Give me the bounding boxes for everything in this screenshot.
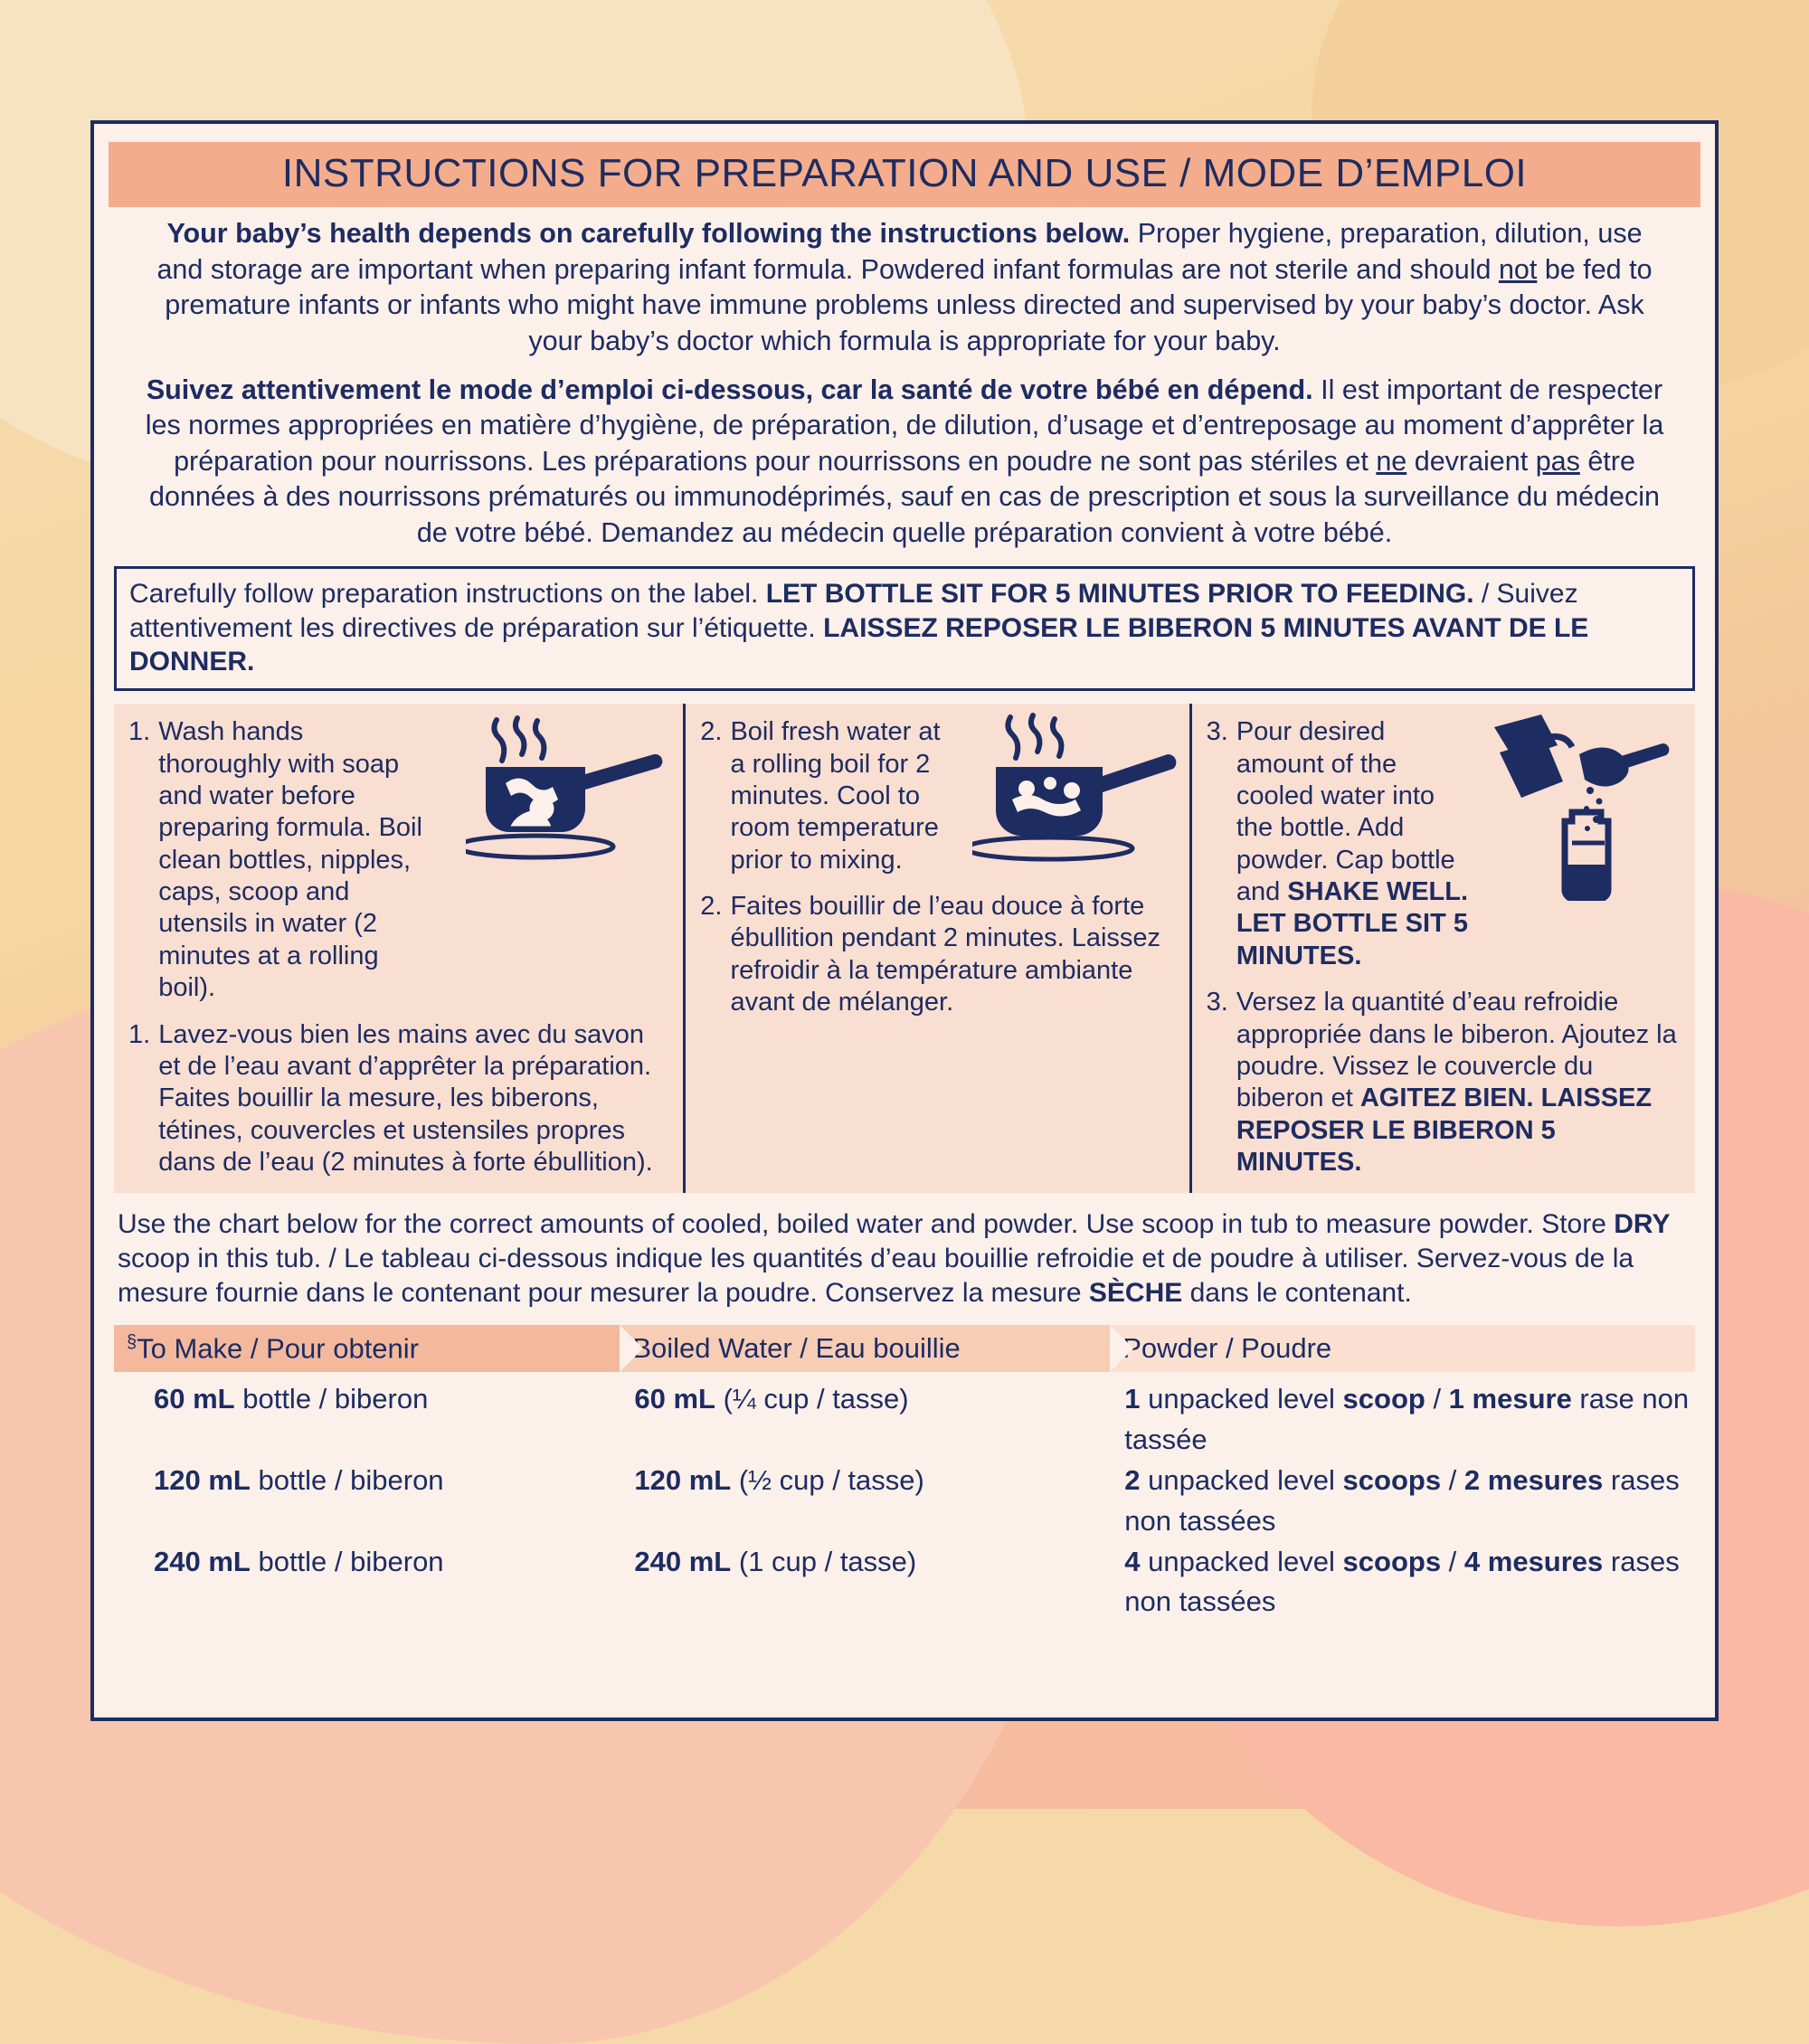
page-title: INSTRUCTIONS FOR PREPARATION AND USE / MODE D’EMPLOI [281,151,1528,195]
step-1-number-fr: 1. [128,1019,151,1049]
header-notch-2-icon [620,1325,643,1372]
cell-to-make-rest: bottle / biberon [250,1463,444,1496]
cell-to-make [114,1379,620,1461]
cell-water-rest: (1 cup / tasse) [731,1545,917,1577]
table-header-powder [1110,1325,1695,1372]
intro-french [141,373,1668,552]
step-2-text-fr: Faites bouillir de l’eau douce à forte ébullition pendant 2 minutes. Laissez refroidir à la température ambiante avant de mélanger. [730,892,1161,1017]
step-3-number-en: 3. [1206,717,1228,747]
cell-powder-scoop-fr: 1 mesure [1448,1382,1572,1415]
cell-powder-count: 1 [1124,1382,1141,1415]
boiling-pot-icon [972,711,1180,878]
cell-powder-separator: / [1441,1463,1464,1496]
chart-intro-fr-bold: SÈCHE [1088,1278,1183,1308]
cell-to-make [114,1542,620,1623]
cell-water-rest: (½ cup / tasse) [731,1463,924,1496]
intro-french-rest-2: devraient [1406,445,1536,477]
cell-water-amount: 60 mL [634,1382,715,1415]
step-3-french [1207,987,1682,1178]
table-header-boiled-water-text: Boiled Water / Eau bouillie [632,1331,961,1364]
step-3-text-en-part1: Pour desired amount of the cooled water into the bottle. Add powder. Cap bottle and [1236,717,1455,907]
cell-powder-rest-fr: rase non tassée [1124,1382,1690,1455]
instructions-panel [90,120,1719,1721]
table-header-symbol: § [127,1331,137,1352]
cell-powder-rest-fr: rases non tassées [1124,1545,1680,1618]
step-1-french [128,1019,670,1179]
steps-row [114,704,1695,1193]
step-3-text-fr-bold: AGITEZ BIEN. LAISSEZ REPOSER LE BIBERON 5 MINUTES. [1236,1084,1653,1178]
cell-to-make-amount: 240 mL [154,1545,251,1577]
step-2-number-en: 2. [700,717,723,747]
intro-english-lead: Your baby’s health depends on carefully following the instructions below. [166,218,1131,249]
cell-powder-mid: unpacked level [1140,1382,1343,1415]
cell-powder-mid: unpacked level [1140,1545,1343,1577]
cell-powder [1110,1379,1695,1461]
chart-intro-fr-part2: dans le contenant. [1182,1278,1412,1308]
table-header-to-make-text: To Make / Pour obtenir [137,1331,420,1364]
pour-scoop-into-bottle-icon [1478,711,1686,905]
table-header-to-make-label [114,1332,419,1365]
callout-en-normal: Carefully follow preparation instructions on the label. [129,578,766,609]
step-3-text-en [1236,716,1473,972]
intro-english-rest-2: be fed to premature infants or infants who might have immune problems unless directed and supervised by your baby’s doctor. Ask your baby’s doctor which formula is appropriate for your baby. [165,253,1653,356]
cell-powder-mid: unpacked level [1140,1463,1343,1496]
cell-water-amount: 120 mL [634,1463,732,1496]
table-header-powder-text: Powder / Poudre [1122,1331,1332,1364]
panel-title-bar [109,142,1700,207]
table-header-boiled-water [620,1325,1110,1372]
step-1-english [128,716,432,1004]
step-1 [114,704,683,1193]
intro-french-rest-3: être données à des nourrissons prématurés ou immunodéprimés, sauf en cas de prescription et sous la surveillance du médecin de votre bébé. Demandez au médecin quelle préparation convient à votre bébé. [149,445,1660,549]
step-1-number-en: 1. [128,717,151,747]
cell-powder-count: 2 [1124,1463,1141,1496]
cell-boiled-water [620,1461,1110,1542]
chart-intro-en-bold: DRY [1614,1209,1671,1240]
cell-water-rest: (¼ cup / tasse) [715,1382,909,1415]
intro-english [141,216,1668,360]
intro-english-underline: not [1498,253,1538,285]
step-2-number-fr: 2. [700,892,723,922]
table-row [114,1542,1695,1623]
cell-powder-scoop-en: scoops [1342,1463,1442,1496]
chart-intro-fr-part1: / Le tableau ci-dessous indique les quantités d’eau bouillie refroidie et de poudre à utiliser. Servez-vous de la mesure fournie dans le contenant pour mesurer la poudre. Conservez la mesure [118,1244,1634,1308]
table-header-row [114,1325,1695,1372]
step-3-text-fr-part1: Versez la quantité d’eau refroidie appropriée dans le biberon. Ajoutez la poudre. Vissez le couvercle du biberon et [1236,988,1677,1113]
table-row [114,1461,1695,1542]
callout-en-bold: LET BOTTLE SIT FOR 5 MINUTES PRIOR TO FEEDING. [765,578,1474,609]
table-header-to-make [114,1325,620,1372]
cell-powder-scoop-fr: 4 mesures [1463,1545,1604,1577]
chart-intro-en-part1: Use the chart below for the correct amounts of cooled, boiled water and powder. Use scoop in tub to measure powder. Store [118,1209,1615,1240]
step-3-text-fr [1236,987,1682,1178]
step-1-text-fr: Lavez-vous bien les mains avec du savon et de l’eau avant d’apprêter la préparation. Faites bouillir la mesure, les biberons, tétines, couvercles et ustensiles propres dans de l’eau (2 minutes à forte ébullition). [158,1019,653,1178]
intro-french-lead: Suivez attentivement le mode d’emploi ci-dessous, car la santé de votre bébé en dépend. [146,374,1313,405]
step-2 [683,704,1189,1193]
cell-powder-count: 4 [1124,1545,1141,1577]
callout-fr-normal: / Suivez attentivement les directives de préparation sur l’étiquette. [129,578,1578,643]
cell-powder-separator: / [1441,1545,1464,1577]
cell-to-make-rest: bottle / biberon [234,1382,429,1415]
cell-water-amount: 240 mL [634,1545,732,1577]
intro-english-rest-1: Proper hygiene, preparation, dilution, use and storage are important when preparing infant formula. Powdered infant formulas are not sterile and should [156,218,1643,285]
preparation-table [114,1325,1695,1623]
cell-powder-scoop-en: scoops [1342,1545,1442,1577]
hands-washing-in-pot-icon [466,711,674,878]
cell-powder-scoop-en: scoop [1342,1382,1425,1415]
intro-french-rest-1: Il est important de respecter les normes appropriées en matière d’hygiène, de préparation, de dilution, d’usage et d’entreposage au moment d’apprêter la préparation pour nourrissons. Les préparations pour nourrissons en poudre ne sont pas stériles et [145,374,1664,477]
chart-intro-en-part2: scoop in this tub. [118,1244,322,1274]
cell-powder [1110,1461,1695,1542]
step-3-english [1207,716,1473,972]
step-2-text-en: Boil fresh water at a rolling boil for 2 minutes. Cool to room temperature prior to mixing. [730,717,941,875]
table-body [114,1379,1695,1623]
cell-powder-separator: / [1425,1382,1449,1415]
cell-to-make-amount: 60 mL [154,1382,235,1415]
cell-powder-scoop-fr: 2 mesures [1463,1463,1604,1496]
chart-intro-text [94,1193,1715,1310]
cell-boiled-water [620,1379,1110,1461]
callout-box [114,566,1695,691]
step-2-english [700,716,948,876]
step-2-french [700,891,1176,1019]
table-row [114,1379,1695,1461]
cell-powder-rest-fr: rases non tassées [1124,1463,1680,1537]
intro-french-underline-2: pas [1535,445,1580,477]
cell-to-make-amount: 120 mL [154,1463,251,1496]
step-3-number-fr: 3. [1206,988,1228,1017]
intro-paragraphs [94,207,1715,552]
intro-french-underline-1: ne [1376,445,1407,477]
header-notch-3-icon [1110,1325,1133,1372]
step-3-text-en-bold: SHAKE WELL. LET BOTTLE SIT 5 MINUTES. [1236,877,1469,970]
callout-fr-bold: LAISSEZ REPOSER LE BIBERON 5 MINUTES AVANT DE LE DONNER. [129,612,1589,677]
cell-to-make-rest: bottle / biberon [250,1545,444,1577]
cell-powder [1110,1542,1695,1623]
step-1-text-en: Wash hands thoroughly with soap and water before preparing formula. Boil clean bottles, nipples, caps, scoop and utensils in water (2 minutes at a rolling boil). [158,717,422,1003]
cell-boiled-water [620,1542,1110,1623]
step-3 [1189,704,1695,1193]
cell-to-make [114,1461,620,1542]
